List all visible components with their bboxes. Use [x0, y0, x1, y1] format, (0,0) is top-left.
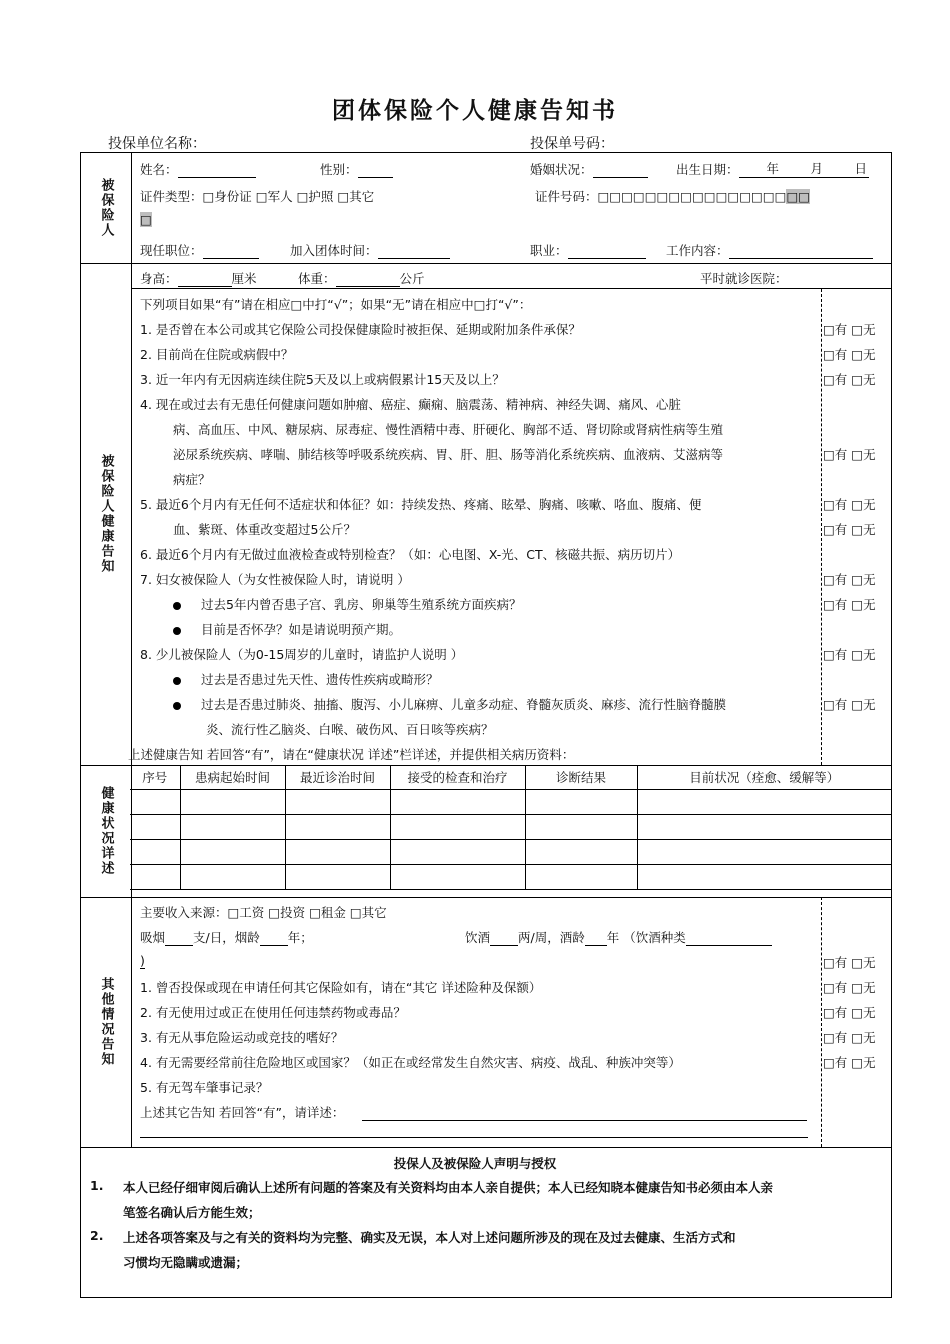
gender-label: 性别： [320, 162, 358, 177]
other-question-1: 1. 曾否投保或现在申请任何其它保险如有，请在“其它 详述险种及保额） [140, 980, 542, 995]
health-details-table [130, 765, 891, 890]
question-4-line3: 泌尿系统疾病、哮喘、肺结核等呼吸系统疾病、胃、肝、胆、肠等消化系统疾病、血液病、艾滋病等 [173, 447, 724, 462]
drinking-field[interactable] [465, 928, 772, 946]
health-instructions: 下列项目如果“有”请在相应□中打“√”；如果“无”请在相应中□打“√”： [140, 297, 532, 312]
smoking-unit: 支/日，烟龄 [193, 930, 260, 945]
declaration-heading: 投保人及被保险人声明与授权 [393, 1156, 557, 1171]
height-unit: 厘米 [231, 271, 257, 286]
declaration-1-line1: 本人已经仔细审阅后确认上述所有问题的答案及有关资料均由本人亲自提供；本人已经知晓本健康告知书必须由本人亲 [123, 1180, 774, 1195]
yes-no-checkbox-o5[interactable]: □有 □无 [823, 1055, 876, 1070]
drinking-close-paren [140, 953, 145, 968]
table-row[interactable] [130, 790, 891, 815]
question-7a [173, 595, 521, 613]
join-date-field[interactable] [290, 241, 450, 259]
question-7b-text: 目前是否怀孕？如是请说明预产期。 [201, 622, 402, 637]
other-question-4: 4. 有无需要经常前往危险地区或国家？（如正在或经常发生自然灾害、病疫、战乱、种族冲突等） [140, 1055, 681, 1070]
bullet-icon [173, 702, 181, 710]
occupation-label: 职业： [530, 243, 568, 258]
declaration-2-line1: 上述各项答案及与之有关的资料均为完整、确实及无误，本人对上述问题所涉及的现在及过去健康、生活方式和 [123, 1230, 736, 1245]
form-title: 团体保险个人健康告知书 [332, 98, 618, 124]
gender-field[interactable] [320, 160, 393, 178]
yes-no-checkbox-q2[interactable]: □有 □无 [823, 347, 876, 362]
work-content-field[interactable] [666, 241, 873, 259]
column-header: 序号 [130, 765, 180, 790]
bullet-icon [173, 602, 181, 610]
yes-no-checkbox-q7b[interactable]: □有 □无 [823, 597, 876, 612]
question-1: 1. 是否曾在本公司或其它保险公司投保健康险时被拒保、延期或附加条件承保？ [140, 322, 581, 337]
table-row[interactable] [130, 865, 891, 890]
yes-no-checkbox-q3[interactable]: □有 □无 [823, 372, 876, 387]
yes-no-checkbox-o4[interactable]: □有 □无 [823, 1030, 876, 1045]
close-paren: ) [140, 953, 145, 968]
yes-no-checkbox-o1[interactable]: □有 □无 [823, 955, 876, 970]
bullet-icon [173, 677, 181, 685]
section-label-other: 其他情况告知 [98, 977, 114, 1067]
height-label: 身高： [140, 271, 178, 286]
smoking-label: 吸烟 [140, 930, 166, 945]
other-detail-line[interactable] [140, 1137, 808, 1138]
yes-no-checkbox-q8a[interactable]: □有 □无 [823, 647, 876, 662]
policy-number-field[interactable] [530, 133, 792, 153]
table-row[interactable] [130, 815, 891, 840]
question-7: 7. 妇女被保险人（为女性被保险人时，请说明 ） [140, 572, 410, 587]
id-type-checkboxes[interactable]: 证件类型：□身份证 □军人 □护照 □其它 [140, 189, 375, 204]
declaration-1-number: 1. [90, 1178, 104, 1193]
other-detail-field[interactable] [140, 1103, 807, 1121]
smoking-field[interactable] [140, 928, 313, 946]
question-8a-text: 过去是否患过先天性、遗传性疾病或畸形？ [201, 672, 439, 687]
question-4-line4: 病症？ [173, 472, 211, 487]
birth-date-field[interactable] [676, 160, 869, 178]
yes-no-checkbox-o3[interactable]: □有 □无 [823, 1005, 876, 1020]
question-2: 2. 目前尚在住院或病假中？ [140, 347, 294, 362]
question-7a-text: 过去5年内曾否患子宫、乳房、卵巢等生殖系统方面疾病？ [201, 597, 522, 612]
section-label-health: 被保险人健康告知 [98, 454, 114, 574]
weight-unit: 公斤 [399, 271, 425, 286]
drinking-label: 饮酒 [465, 930, 491, 945]
other-question-3: 3. 有无从事危险运动或竞技的嗜好？ [140, 1030, 344, 1045]
policy-number-label: 投保单号码： [530, 136, 614, 152]
other-question-5: 5. 有无驾车肇事记录？ [140, 1080, 269, 1095]
question-7b [173, 620, 401, 638]
yes-no-checkbox-q7a[interactable]: □有 □无 [823, 572, 876, 587]
question-3: 3. 近一年内有无因病连续住院5天及以上或病假累计15天及以上？ [140, 372, 505, 387]
question-4-line2: 病、高血压、中风、糖尿病、尿毒症、慢性酒精中毒、肝硬化、胸部不适、肾切除或肾病性病等生殖 [173, 422, 724, 437]
column-header: 接受的检查和治疗 [390, 765, 525, 790]
weight-field[interactable] [298, 269, 425, 287]
id-number-extra-boxes: □□ [786, 189, 811, 204]
question-8b-text: 过去是否患过肺炎、抽搐、腹泻、小儿麻痹、儿童多动症、脊髓灰质炎、麻疹、流行性脑脊髓膜 [201, 697, 727, 712]
work-content-label: 工作内容： [666, 243, 729, 258]
column-header: 诊断结果 [525, 765, 637, 790]
policyholder-unit-label: 投保单位名称： [108, 136, 206, 152]
other-question-2: 2. 有无使用过或正在使用任何违禁药物或毒品？ [140, 1005, 406, 1020]
column-header: 最近诊治时间 [285, 765, 390, 790]
yes-no-checkbox-o2[interactable]: □有 □无 [823, 980, 876, 995]
position-label: 现任职位： [140, 243, 203, 258]
other-detail-label: 上述其它告知 若回答“有”，请详述： [140, 1105, 345, 1120]
declaration-1-line2: 笔签名确认后方能生效； [123, 1205, 261, 1220]
smoking-years-unit: 年； [287, 930, 313, 945]
hospital-field[interactable]: 平时就诊医院： [700, 271, 788, 286]
question-8b [173, 695, 726, 713]
question-8a [173, 670, 439, 688]
id-number-last-box[interactable]: □ [140, 212, 152, 227]
occupation-field[interactable] [530, 241, 646, 259]
question-4-line1: 4. 现在或过去有无患任何健康问题如肿瘤、癌症、癫痫、脑震荡、精神病、神经失调、痛风、心脏 [140, 397, 681, 412]
table-row[interactable] [130, 840, 891, 865]
table-header-row [130, 765, 891, 790]
declaration-2-number: 2. [90, 1228, 104, 1243]
join-date-label: 加入团体时间： [290, 243, 378, 258]
policyholder-unit-field[interactable] [108, 133, 414, 153]
bullet-icon [173, 627, 181, 635]
question-5-line2: 血、紫斑、体重改变超过5公斤？ [173, 522, 356, 537]
id-number-boxes[interactable] [535, 187, 810, 205]
drinking-unit: 两/周，酒龄 [518, 930, 585, 945]
yes-no-checkbox-q4[interactable]: □有 □无 [823, 447, 876, 462]
month-label: 月 [810, 161, 824, 176]
income-source-checkboxes[interactable]: 主要收入来源：□工资 □投资 □租金 □其它 [140, 905, 387, 920]
question-5-line1: 5. 最近6个月内有无任何不适症状和体征？如：持续发热、疼痛、眩晕、胸痛、咳嗽、咯血、腹痛、便 [140, 497, 702, 512]
name-field[interactable] [140, 160, 256, 178]
column-header: 目前状况（痊愈、缓解等） [637, 765, 891, 790]
year-label: 年 [766, 161, 780, 176]
id-number-label: 证件号码：□□□□□□□□□□□□□□□□ [535, 189, 787, 204]
yes-no-checkbox-q6[interactable]: □有 □无 [823, 522, 876, 537]
weight-label: 体重： [298, 271, 336, 286]
section-label-insured: 被保险人 [98, 178, 114, 238]
health-note: 上述健康告知 若回答“有”，请在“健康状况 详述”栏详述，并提供相关病历资料： [128, 747, 575, 762]
yes-no-checkbox-q8b[interactable]: □有 □无 [823, 697, 876, 712]
question-6: 6. 最近6个月内有无做过血液检查或特别检查？（如：心电图、X-光、CT、核磁共振、病历切片） [140, 547, 681, 562]
position-field[interactable] [140, 241, 259, 259]
declaration-2-line2: 习惯均无隐瞒或遗漏； [123, 1255, 249, 1270]
drinking-type-label: 年 （饮酒种类 [606, 930, 686, 945]
section-label-details: 健康状况详述 [98, 786, 114, 876]
yes-no-checkbox-q1[interactable]: □有 □无 [823, 322, 876, 337]
marital-label: 婚姻状况： [530, 162, 593, 177]
birth-label: 出生日期： [676, 162, 739, 177]
height-field[interactable] [140, 269, 257, 287]
day-label: 日 [854, 161, 868, 176]
marital-field[interactable] [530, 160, 648, 178]
name-label: 姓名： [140, 162, 178, 177]
yes-no-checkbox-q5[interactable]: □有 □无 [823, 497, 876, 512]
question-8b-line2: 炎、流行性乙脑炎、白喉、破伤风、百日咳等疾病？ [206, 722, 494, 737]
question-8: 8. 少儿被保险人（为0-15周岁的儿童时，请监护人说明 ） [140, 647, 464, 662]
column-header: 患病起始时间 [180, 765, 285, 790]
